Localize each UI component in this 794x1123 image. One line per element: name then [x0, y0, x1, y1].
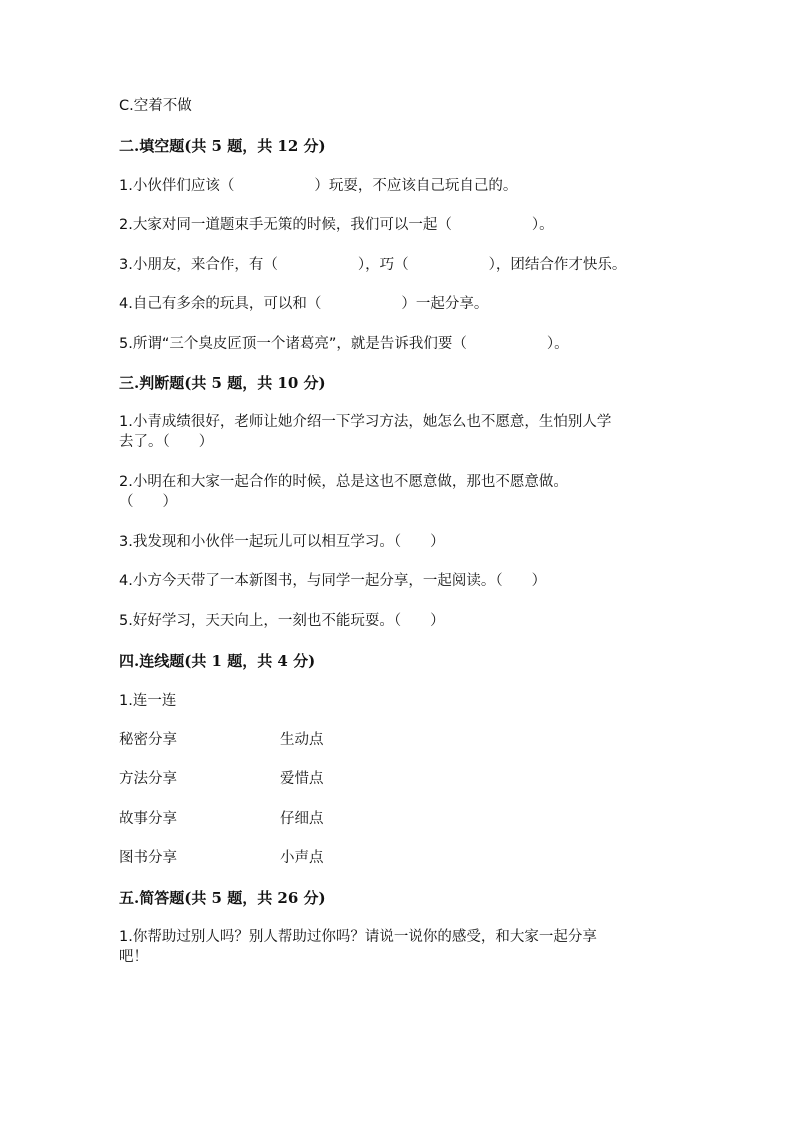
matching-right-item[interactable]: 仔细点 — [280, 811, 324, 827]
matching-right-item[interactable]: 小声点 — [280, 850, 324, 866]
judge-question-1-line-1: 1.小青成绩很好，老师让她介绍一下学习方法，她怎么也不愿意，生怕别人学 — [119, 414, 612, 430]
matching-row — [119, 730, 324, 750]
section-heading-short-answer: 五.简答题(共 5 题，共 26 分) — [119, 889, 326, 907]
fill-question-1 — [119, 176, 517, 196]
fill-question-2 — [119, 215, 554, 235]
question-text: ）一起分享。 — [401, 296, 489, 312]
question-text: ）玩耍，不应该自己玩自己的。 — [314, 178, 518, 194]
judge-question-2-line-2: （ ） — [119, 494, 177, 510]
matching-left-item[interactable]: 图书分享 — [119, 850, 177, 866]
matching-row — [119, 769, 324, 789]
matching-question-1: 1.连一连 — [119, 693, 177, 709]
fill-question-5 — [119, 334, 569, 354]
previous-option-c: C.空着不做 — [119, 98, 192, 114]
short-answer-question-1-line-1: 1.你帮助过别人吗？别人帮助过你吗？请说一说你的感受，和大家一起分享 — [119, 929, 597, 945]
judge-question-4: 4.小方今天带了一本新图书，与同学一起分享，一起阅读。（ ） — [119, 573, 547, 589]
section-heading-fill-in: 二.填空题(共 5 题，共 12 分) — [119, 137, 326, 155]
matching-left-item[interactable]: 秘密分享 — [119, 732, 177, 748]
section-heading-matching: 四.连线题(共 1 题，共 4 分) — [119, 652, 316, 670]
fill-question-4 — [119, 294, 488, 314]
matching-left-item[interactable]: 故事分享 — [119, 811, 177, 827]
short-answer-question-1-line-2: 吧！ — [119, 949, 148, 965]
matching-left-item[interactable]: 方法分享 — [119, 771, 177, 787]
matching-row — [119, 848, 324, 868]
matching-right-item[interactable]: 生动点 — [280, 732, 324, 748]
question-text: ），团结合作才快乐。 — [488, 257, 627, 273]
question-text: 1.小伙伴们应该（ — [119, 178, 235, 194]
judge-question-5: 5.好好学习，天天向上，一刻也不能玩耍。（ ） — [119, 613, 445, 629]
judge-question-2-line-1: 2.小明在和大家一起合作的时候，总是这也不愿意做，那也不愿意做。 — [119, 474, 568, 490]
judge-question-1-line-2: 去了。（ ） — [119, 434, 214, 450]
fill-question-3 — [119, 255, 626, 275]
matching-row — [119, 809, 324, 829]
question-text: ）。 — [531, 217, 554, 233]
matching-right-item[interactable]: 爱惜点 — [280, 771, 324, 787]
judge-question-3: 3.我发现和小伙伴一起玩儿可以相互学习。（ ） — [119, 534, 445, 550]
question-text: 3.小朋友，来合作，有（ — [119, 257, 278, 273]
question-text: 5.所谓“三个臭皮匠顶一个诸葛亮”，就是告诉我们要（ — [119, 336, 467, 352]
question-text: ），巧（ — [357, 257, 409, 273]
question-text: 4.自己有多余的玩具，可以和（ — [119, 296, 322, 312]
section-heading-true-false: 三.判断题(共 5 题，共 10 分) — [119, 374, 326, 392]
question-text: 2.大家对同一道题束手无策的时候，我们可以一起（ — [119, 217, 452, 233]
question-text: ）。 — [546, 336, 569, 352]
